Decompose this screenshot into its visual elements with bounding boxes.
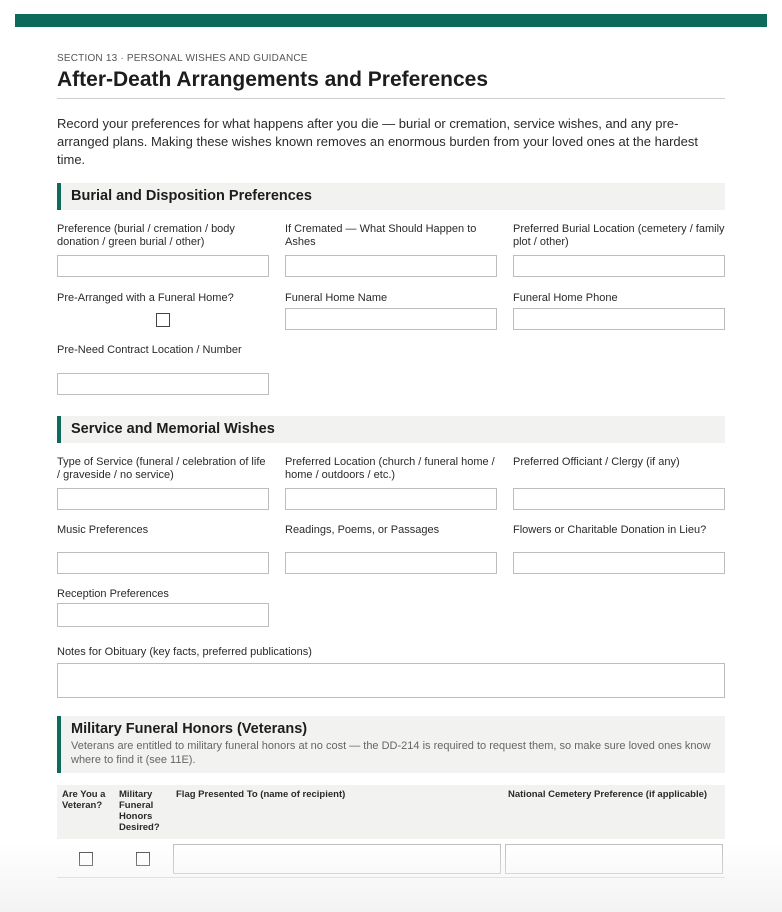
music-input[interactable] — [57, 552, 269, 574]
honors-cell — [114, 839, 171, 878]
veteran-cell — [57, 839, 114, 878]
preference-input[interactable] — [57, 255, 269, 277]
prearranged-checkbox[interactable] — [156, 313, 170, 327]
service-location-label: Preferred Location (church / funeral home / home / outdoors / etc.) — [285, 456, 495, 481]
section-kicker: SECTION 13 · PERSONAL WISHES AND GUIDANCE — [57, 53, 308, 64]
ashes-field — [285, 223, 497, 277]
cemetery-cell — [503, 839, 725, 878]
reception-label: Reception Preferences — [57, 588, 169, 600]
honors-checkbox[interactable] — [136, 852, 150, 866]
burial-section-header — [57, 183, 725, 210]
funeral-home-name-field — [285, 292, 497, 330]
military-section-header — [57, 716, 725, 773]
military-section-description: Veterans are entitled to military funeral honors at no cost — the DD-214 is required to request them, so make sure loved ones know where to find it (see 11E). — [71, 740, 711, 766]
prearranged-field — [57, 292, 269, 330]
funeral-home-name-label: Funeral Home Name — [285, 292, 388, 304]
accent-bar — [15, 14, 767, 27]
intro-text: Record your preferences for what happens after you die — burial or cremation, service wishes, and any pre-arranged plans. Making these wishes known removes an enormous burden from your loved ones at the hardest time. — [57, 116, 698, 167]
reception-input[interactable] — [57, 603, 269, 627]
title-divider — [57, 98, 725, 99]
flag-recipient-input[interactable] — [173, 844, 501, 874]
form-content — [57, 53, 725, 878]
obituary-field — [57, 646, 725, 698]
officiant-label: Preferred Officiant / Clergy (if any) — [513, 456, 680, 468]
officiant-field — [513, 456, 725, 510]
music-field — [57, 524, 269, 574]
burial-fields — [57, 210, 725, 395]
table-row — [57, 839, 725, 878]
contract-input[interactable] — [57, 373, 269, 395]
table-header-row — [57, 785, 725, 839]
funeral-home-phone-field — [513, 292, 725, 330]
service-fields — [57, 443, 725, 627]
service-type-field — [57, 456, 269, 510]
prearranged-label: Pre-Arranged with a Funeral Home? — [57, 292, 234, 304]
obituary-label: Notes for Obituary (key facts, preferred publications) — [57, 646, 312, 658]
music-label: Music Preferences — [57, 524, 149, 536]
preference-label: Preference (burial / cremation / body donation / green burial / other) — [57, 223, 235, 248]
cemetery-preference-input[interactable] — [505, 844, 723, 874]
officiant-input[interactable] — [513, 488, 725, 510]
flowers-input[interactable] — [513, 552, 725, 574]
ashes-input[interactable] — [285, 255, 497, 277]
ashes-label: If Cremated — What Should Happen to Ashes — [285, 223, 477, 248]
flag-column-header: Flag Presented To (name of recipient) — [171, 785, 503, 839]
burial-location-field — [513, 223, 725, 277]
flowers-field — [513, 524, 725, 574]
burial-section-title: Burial and Disposition Preferences — [71, 188, 312, 204]
service-section-title: Service and Memorial Wishes — [71, 421, 275, 437]
readings-label: Readings, Poems, or Passages — [285, 524, 440, 536]
service-section-header — [57, 416, 725, 443]
readings-field — [285, 524, 497, 574]
readings-input[interactable] — [285, 552, 497, 574]
service-location-input[interactable] — [285, 488, 497, 510]
funeral-home-name-input[interactable] — [285, 308, 497, 330]
reception-field — [57, 588, 269, 627]
veteran-checkbox[interactable] — [79, 852, 93, 866]
flag-cell — [171, 839, 503, 878]
service-type-input[interactable] — [57, 488, 269, 510]
veteran-column-header: Are You a Veteran? — [57, 785, 114, 839]
service-location-field — [285, 456, 497, 510]
contract-field — [57, 344, 269, 395]
cemetery-column-header: National Cemetery Preference (if applicable) — [503, 785, 725, 839]
honors-column-header: Military Funeral Honors Desired? — [114, 785, 171, 839]
preference-field — [57, 223, 269, 277]
military-section-title: Military Funeral Honors (Veterans) — [71, 721, 308, 737]
obituary-input[interactable] — [57, 663, 725, 698]
page-title: After-Death Arrangements and Preferences — [57, 68, 489, 91]
service-type-label: Type of Service (funeral / celebration of life / graveside / no service) — [57, 456, 266, 481]
military-honors-table — [57, 785, 725, 878]
contract-label: Pre-Need Contract Location / Number — [57, 344, 242, 356]
burial-location-input[interactable] — [513, 255, 725, 277]
funeral-home-phone-input[interactable] — [513, 308, 725, 330]
funeral-home-phone-label: Funeral Home Phone — [513, 292, 618, 304]
flowers-label: Flowers or Charitable Donation in Lieu? — [513, 524, 707, 536]
burial-location-label: Preferred Burial Location (cemetery / family plot / other) — [513, 223, 725, 248]
